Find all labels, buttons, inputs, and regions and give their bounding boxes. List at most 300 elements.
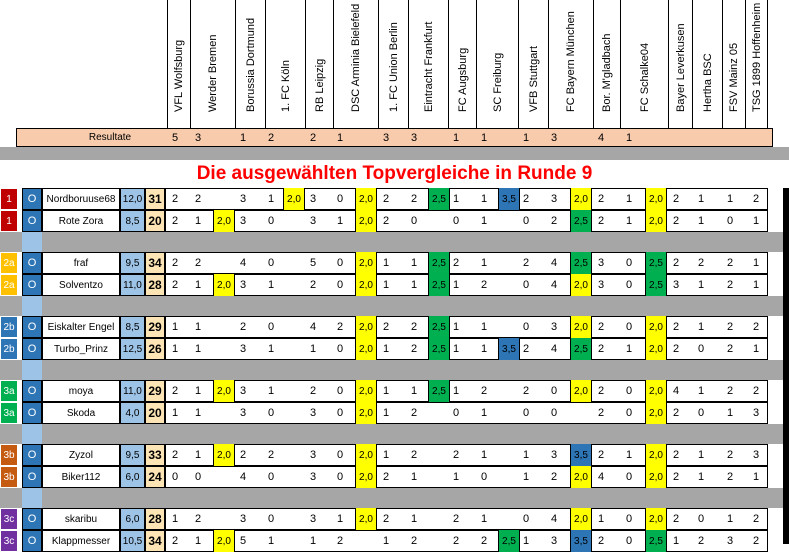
tip-value: 1 xyxy=(171,407,179,419)
team-column-header xyxy=(722,0,745,128)
tip-value: 1 xyxy=(336,513,344,525)
tip-value: 0 xyxy=(522,321,530,333)
bonus-points: 2,0 xyxy=(355,338,377,360)
marker-cell: O xyxy=(22,338,42,360)
tip-value: 2 xyxy=(410,535,418,547)
bonus-points: 2,0 xyxy=(355,188,377,210)
tip-value: 4 xyxy=(550,257,558,269)
bonus-points: 2,0 xyxy=(355,252,377,274)
tip-value: 1 xyxy=(452,385,460,397)
total-points: 28 xyxy=(145,508,165,530)
tip-value: 2 xyxy=(382,321,390,333)
tip-value: 0 xyxy=(336,449,344,461)
tip-value: 2 xyxy=(410,193,418,205)
team-name: VFB Stuttgart xyxy=(527,45,540,112)
bonus-points: 2,0 xyxy=(645,508,667,530)
tip-value: 1 xyxy=(697,321,705,333)
tip-value: 4 xyxy=(309,321,317,333)
tip-value: 2 xyxy=(410,449,418,461)
tip-value: 1 xyxy=(752,279,760,291)
tip-value: 2 xyxy=(452,449,460,461)
tip-value: 2 xyxy=(597,215,605,227)
marker-cell: O xyxy=(22,530,42,552)
bonus-points: 2,0 xyxy=(355,210,377,232)
team-name: Werder Bremen xyxy=(207,34,219,112)
bonus-points: 2,0 xyxy=(570,188,592,210)
tip-value: 0 xyxy=(194,471,202,483)
tip-value: 1 xyxy=(452,321,460,333)
tip-value: 2 xyxy=(522,343,530,355)
bonus-points: 2,0 xyxy=(213,530,235,552)
bonus-points: 3,5 xyxy=(498,338,520,360)
tip-value: 2 xyxy=(697,535,705,547)
total-points: 33 xyxy=(145,444,165,466)
tip-count: 12,5 xyxy=(120,338,145,360)
bonus-points: 2,5 xyxy=(570,338,592,360)
tip-value: 3 xyxy=(309,449,317,461)
tip-value: 4 xyxy=(239,471,247,483)
tip-value: 0 xyxy=(625,321,633,333)
tip-value: 2 xyxy=(672,407,680,419)
total-points: 28 xyxy=(145,274,165,296)
tip-value: 3 xyxy=(550,193,558,205)
tip-value: 0 xyxy=(625,471,633,483)
tip-value: 1 xyxy=(522,449,530,461)
marker-cell: O xyxy=(22,380,42,402)
tip-value: 4 xyxy=(672,385,680,397)
tip-value: 0 xyxy=(625,535,633,547)
tip-value: 0 xyxy=(480,471,488,483)
tip-value: 3 xyxy=(550,321,558,333)
tip-value: 1 xyxy=(697,193,705,205)
bonus-points: 2,5 xyxy=(570,210,592,232)
tip-value: 3 xyxy=(752,407,760,419)
rank-badge: 2a xyxy=(0,252,18,274)
player-name: moya xyxy=(42,380,120,402)
tip-value: 1 xyxy=(336,215,344,227)
tip-value: 1 xyxy=(480,407,488,419)
tip-value: 0 xyxy=(452,407,460,419)
bonus-points: 2,5 xyxy=(498,530,520,552)
tip-value: 0 xyxy=(726,215,734,227)
tip-value: 3 xyxy=(239,215,247,227)
tip-value: 4 xyxy=(597,471,605,483)
tip-value: 2 xyxy=(597,193,605,205)
tip-value: 3 xyxy=(309,407,317,419)
total-points: 34 xyxy=(145,252,165,274)
rank-badge: 1 xyxy=(0,188,18,210)
bonus-points: 2,0 xyxy=(570,466,592,488)
team-name: RB Leipzig xyxy=(313,58,326,112)
bonus-points: 2,0 xyxy=(355,402,377,424)
tip-value: 1 xyxy=(267,535,275,547)
tip-value: 1 xyxy=(171,321,179,333)
player-name: Solventzo xyxy=(42,274,120,296)
separator-marker xyxy=(22,424,42,444)
result-value: 1 xyxy=(239,131,247,144)
team-name: 1. FC Union Berlin xyxy=(387,22,400,112)
tip-value: 1 xyxy=(171,343,179,355)
tip-value: 2 xyxy=(410,343,418,355)
tip-value: 1 xyxy=(480,343,488,355)
tip-value: 0 xyxy=(625,407,633,419)
marker-cell: O xyxy=(22,252,42,274)
team-column-header xyxy=(378,0,408,128)
tip-value: 1 xyxy=(410,257,418,269)
tip-value: 2 xyxy=(480,279,488,291)
tip-value: 1 xyxy=(480,321,488,333)
bonus-points: 3,5 xyxy=(498,188,520,210)
tip-value: 1 xyxy=(267,343,275,355)
bonus-points: 2,0 xyxy=(570,274,592,296)
tip-value: 1 xyxy=(480,257,488,269)
tip-value: 2 xyxy=(382,513,390,525)
tip-value: 2 xyxy=(336,535,344,547)
tip-value: 3 xyxy=(239,279,247,291)
tip-value: 2 xyxy=(309,279,317,291)
tip-value: 2 xyxy=(550,471,558,483)
tip-value: 4 xyxy=(239,257,247,269)
tip-value: 2 xyxy=(480,385,488,397)
tip-value: 0 xyxy=(267,513,275,525)
result-value xyxy=(722,128,738,147)
team-name: Borussia Dortmund xyxy=(244,17,257,112)
tip-value: 1 xyxy=(726,193,734,205)
tip-value: 1 xyxy=(194,385,202,397)
tip-value: 1 xyxy=(194,343,202,355)
tip-value: 2 xyxy=(550,215,558,227)
result-value: 1 xyxy=(452,131,460,144)
group-separator xyxy=(0,232,783,252)
rank-badge: 2b xyxy=(0,338,18,360)
tip-value: 1 xyxy=(194,279,202,291)
result-value: 4 xyxy=(597,131,605,144)
total-points: 24 xyxy=(145,466,165,488)
bonus-points: 2,0 xyxy=(570,508,592,530)
tip-value: 2 xyxy=(672,215,680,227)
tip-value: 2 xyxy=(452,535,460,547)
tip-value: 0 xyxy=(625,257,633,269)
tip-value: 2 xyxy=(239,449,247,461)
total-points: 31 xyxy=(145,188,165,210)
tip-value: 2 xyxy=(194,513,202,525)
tip-value: 1 xyxy=(452,279,460,291)
tip-value: 0 xyxy=(625,279,633,291)
team-name: Eintracht Frankfurt xyxy=(422,21,435,112)
team-name: SC Freiburg xyxy=(491,52,504,112)
team-column-header xyxy=(305,0,333,128)
team-column-header xyxy=(745,0,768,128)
tip-value: 3 xyxy=(309,513,317,525)
tip-value: 1 xyxy=(752,343,760,355)
tip-value: 2 xyxy=(672,449,680,461)
tip-value: 2 xyxy=(522,385,530,397)
team-name: FC Schalke04 xyxy=(638,42,651,112)
separator-marker xyxy=(22,232,42,252)
total-points: 20 xyxy=(145,402,165,424)
bonus-points: 2,5 xyxy=(428,188,450,210)
tip-value: 2 xyxy=(194,257,202,269)
tip-count: 11,0 xyxy=(120,380,145,402)
tip-value: 0 xyxy=(522,407,530,419)
player-name: Turbo_Prinz xyxy=(42,338,120,360)
tip-value: 1 xyxy=(382,279,390,291)
marker-cell: O xyxy=(22,188,42,210)
tip-value: 2 xyxy=(752,513,760,525)
tip-value: 2 xyxy=(309,385,317,397)
bonus-points: 2,0 xyxy=(355,274,377,296)
bonus-points: 2,0 xyxy=(283,188,305,210)
tip-value: 0 xyxy=(171,471,179,483)
marker-cell: O xyxy=(22,316,42,338)
tip-value: 3 xyxy=(239,343,247,355)
marker-cell: O xyxy=(22,274,42,296)
team-column-header xyxy=(668,0,692,128)
tip-value: 1 xyxy=(625,193,633,205)
team-column-header xyxy=(620,0,668,128)
tip-value: 2 xyxy=(239,321,247,333)
tip-count: 9,5 xyxy=(120,252,145,274)
tip-count: 9,5 xyxy=(120,444,145,466)
tip-value: 1 xyxy=(726,407,734,419)
separator-marker xyxy=(22,360,42,380)
result-value: 3 xyxy=(194,131,202,144)
bonus-points: 2,0 xyxy=(645,338,667,360)
tip-value: 3 xyxy=(550,449,558,461)
tip-value: 1 xyxy=(480,449,488,461)
tip-value: 3 xyxy=(597,257,605,269)
tip-value: 2 xyxy=(452,513,460,525)
team-name: FSV Mainz 05 xyxy=(728,42,740,112)
result-value: 5 xyxy=(171,131,179,144)
tip-value: 5 xyxy=(239,535,247,547)
tip-value: 2 xyxy=(522,193,530,205)
tip-value: 1 xyxy=(382,535,390,547)
bonus-points: 2,0 xyxy=(645,210,667,232)
bonus-points: 2,0 xyxy=(645,444,667,466)
separator-marker xyxy=(22,296,42,316)
tip-value: 0 xyxy=(336,471,344,483)
tip-value: 2 xyxy=(522,257,530,269)
bonus-points: 2,0 xyxy=(645,188,667,210)
bonus-points: 2,0 xyxy=(213,210,235,232)
team-name: 1. FC Köln xyxy=(279,60,292,112)
tip-count: 11,0 xyxy=(120,274,145,296)
result-value: 3 xyxy=(410,131,418,144)
tip-value: 1 xyxy=(382,407,390,419)
tip-value: 2 xyxy=(382,193,390,205)
tip-value: 3 xyxy=(239,407,247,419)
tip-value: 2 xyxy=(597,343,605,355)
player-name: Klappmesser xyxy=(42,530,120,552)
tip-value: 2 xyxy=(382,215,390,227)
bonus-points: 2,0 xyxy=(645,466,667,488)
team-name: Bor. M'gladbach xyxy=(601,33,613,112)
tip-value: 0 xyxy=(697,513,705,525)
bonus-points: 2,0 xyxy=(355,380,377,402)
tip-value: 3 xyxy=(597,279,605,291)
tip-value: 2 xyxy=(752,385,760,397)
tip-value: 2 xyxy=(672,471,680,483)
bonus-points: 2,5 xyxy=(645,530,667,552)
rank-badge: 3c xyxy=(0,530,18,552)
rank-badge: 1 xyxy=(0,210,18,232)
result-value xyxy=(693,128,709,147)
total-points: 34 xyxy=(145,530,165,552)
tip-value: 0 xyxy=(452,215,460,227)
team-name: TSG 1899 Hoffenheim xyxy=(750,2,763,112)
result-value: 1 xyxy=(522,131,530,144)
tip-value: 3 xyxy=(309,215,317,227)
tip-value: 0 xyxy=(336,279,344,291)
bonus-points: 2,0 xyxy=(355,466,377,488)
tip-value: 0 xyxy=(697,343,705,355)
tip-value: 2 xyxy=(410,407,418,419)
result-value: 3 xyxy=(382,131,390,144)
tip-value: 3 xyxy=(309,471,317,483)
rank-badge: 3a xyxy=(0,402,18,424)
tip-value: 2 xyxy=(672,513,680,525)
total-points: 20 xyxy=(145,210,165,232)
tip-value: 0 xyxy=(267,471,275,483)
tip-value: 1 xyxy=(382,343,390,355)
tip-value: 3 xyxy=(309,193,317,205)
player-name: Biker112 xyxy=(42,466,120,488)
bonus-points: 2,5 xyxy=(570,252,592,274)
marker-cell: O xyxy=(22,508,42,530)
tip-value: 2 xyxy=(171,257,179,269)
tip-count: 10,5 xyxy=(120,530,145,552)
team-column-header xyxy=(333,0,378,128)
player-name: Rote Zora xyxy=(42,210,120,232)
tip-value: 2 xyxy=(171,449,179,461)
tip-value: 0 xyxy=(267,215,275,227)
tip-value: 2 xyxy=(597,449,605,461)
tip-value: 1 xyxy=(522,471,530,483)
bonus-points: 2,0 xyxy=(355,444,377,466)
tip-value: 1 xyxy=(194,449,202,461)
tip-value: 1 xyxy=(480,513,488,525)
tip-value: 1 xyxy=(480,215,488,227)
team-column-header xyxy=(235,0,265,128)
tip-value: 2 xyxy=(726,257,734,269)
team-name: DSC Arminia Bielefeld xyxy=(350,3,362,112)
bonus-points: 2,0 xyxy=(570,316,592,338)
tip-value: 2 xyxy=(672,193,680,205)
tip-value: 1 xyxy=(194,535,202,547)
tip-value: 2 xyxy=(171,535,179,547)
team-name: Bayer Leverkusen xyxy=(674,23,687,112)
tip-value: 1 xyxy=(194,407,202,419)
tip-value: 1 xyxy=(309,535,317,547)
tip-value: 2 xyxy=(480,535,488,547)
bonus-points: 2,0 xyxy=(355,508,377,530)
tip-value: 1 xyxy=(267,279,275,291)
player-name: fraf xyxy=(42,252,120,274)
tip-value: 1 xyxy=(480,193,488,205)
tip-value: 0 xyxy=(336,343,344,355)
tip-value: 1 xyxy=(522,535,530,547)
player-name: Eiskalter Engel xyxy=(42,316,120,338)
bonus-points: 2,5 xyxy=(645,274,667,296)
result-value xyxy=(748,128,764,147)
rank-badge: 3b xyxy=(0,444,18,466)
right-edge-bar xyxy=(783,188,789,544)
team-column-header xyxy=(265,0,305,128)
rank-badge: 2a xyxy=(0,274,18,296)
total-points: 29 xyxy=(145,316,165,338)
tip-value: 1 xyxy=(597,513,605,525)
tip-count: 4,0 xyxy=(120,402,145,424)
team-name: VFL Wolfsburg xyxy=(173,39,185,112)
bonus-points: 2,5 xyxy=(428,252,450,274)
tip-value: 2 xyxy=(597,535,605,547)
tip-value: 2 xyxy=(726,343,734,355)
tip-value: 1 xyxy=(309,343,317,355)
banner-title: Die ausgewählten Topvergleiche in Runde 9 xyxy=(0,160,789,188)
rank-badge: 3a xyxy=(0,380,18,402)
tip-count: 6,0 xyxy=(120,466,145,488)
group-separator xyxy=(0,360,783,380)
tip-value: 1 xyxy=(697,279,705,291)
tip-value: 2 xyxy=(597,321,605,333)
bonus-points: 2,0 xyxy=(570,380,592,402)
tip-value: 0 xyxy=(522,513,530,525)
result-value: 1 xyxy=(336,131,344,144)
team-column-header xyxy=(518,0,548,128)
tip-value: 1 xyxy=(625,449,633,461)
tip-value: 2 xyxy=(752,535,760,547)
tip-value: 2 xyxy=(171,385,179,397)
tip-value: 0 xyxy=(336,193,344,205)
tip-value: 3 xyxy=(672,279,680,291)
tip-value: 4 xyxy=(550,343,558,355)
bonus-points: 3,5 xyxy=(570,444,592,466)
player-name: Nordboruuse68 xyxy=(42,188,120,210)
team-column-header xyxy=(692,0,722,128)
bonus-points: 2,0 xyxy=(645,380,667,402)
tip-value: 1 xyxy=(625,215,633,227)
group-separator xyxy=(0,424,783,444)
tip-value: 2 xyxy=(672,343,680,355)
team-name: FC Bayern München xyxy=(565,11,577,112)
tip-value: 2 xyxy=(267,449,275,461)
tip-value: 2 xyxy=(452,257,460,269)
tip-value: 0 xyxy=(267,407,275,419)
tip-value: 2 xyxy=(726,279,734,291)
team-name: FC Augsburg xyxy=(456,47,469,112)
tip-value: 0 xyxy=(336,385,344,397)
team-name: Hertha BSC xyxy=(701,53,714,112)
tip-value: 2 xyxy=(410,321,418,333)
tip-value: 1 xyxy=(171,513,179,525)
tip-value: 1 xyxy=(194,321,202,333)
tip-value: 2 xyxy=(697,257,705,269)
tip-value: 1 xyxy=(452,471,460,483)
tip-value: 0 xyxy=(625,385,633,397)
tip-value: 1 xyxy=(194,215,202,227)
bonus-points: 2,5 xyxy=(428,316,450,338)
tip-value: 3 xyxy=(239,193,247,205)
rank-badge: 2b xyxy=(0,316,18,338)
bonus-points: 2,0 xyxy=(213,380,235,402)
tip-value: 1 xyxy=(452,193,460,205)
tip-value: 1 xyxy=(410,471,418,483)
bonus-points: 2,5 xyxy=(428,338,450,360)
tip-value: 0 xyxy=(522,279,530,291)
tip-value: 0 xyxy=(550,407,558,419)
bonus-points: 2,0 xyxy=(645,402,667,424)
